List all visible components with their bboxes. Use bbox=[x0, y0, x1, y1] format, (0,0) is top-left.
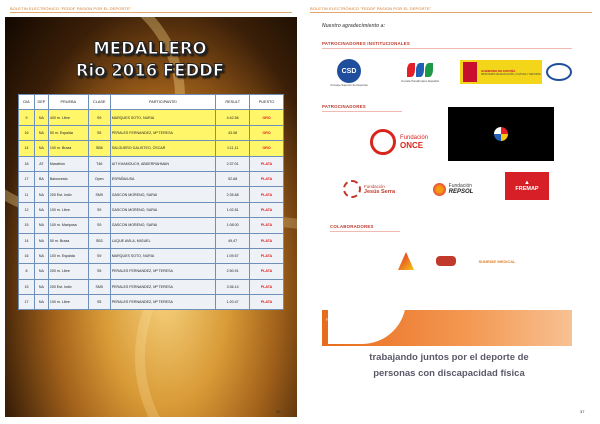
table-cell-clase: S5 bbox=[88, 125, 110, 140]
table-cell-result: 1:08.00 bbox=[216, 218, 250, 233]
table-cell-prueba: 100 m. Libre bbox=[48, 295, 88, 310]
table-cell-dep: NA bbox=[34, 110, 48, 125]
thanks-title: Nuestro agradecimiento a: bbox=[322, 23, 386, 29]
table-cell-result: 2:50.91 bbox=[216, 264, 250, 279]
federation-emblem-icon bbox=[546, 63, 572, 81]
collaborator-logo-1 bbox=[396, 250, 416, 272]
table-cell-participante: ESPAÑA/USA bbox=[110, 171, 216, 186]
title-line-2: Rio 2016 FEDDF bbox=[75, 61, 225, 80]
section-title-institutional: PATROCINADORES INSTITUCIONALES bbox=[322, 41, 411, 46]
table-cell-dep: NA bbox=[34, 202, 48, 217]
table-cell-result: 1:02.81 bbox=[216, 202, 250, 217]
gobierno-espana-logo: GOBIERNO DE ESPAÑA MINISTERIO DE EDUCACIÓN, CULTURA Y DEPORTE bbox=[460, 60, 542, 84]
table-cell-clase: S5 bbox=[88, 264, 110, 279]
sunrise-medical-logo: SUNRISE MEDICAL bbox=[478, 258, 516, 264]
table-cell-prueba: 50 m. Espalda bbox=[48, 125, 88, 140]
table-cell-puesto: PLATA bbox=[250, 233, 284, 248]
table-cell-result: 1:20.47 bbox=[216, 295, 250, 310]
table-cell-dep: AT bbox=[34, 156, 48, 171]
table-cell-participante: PERALES FERNANDEZ, Mª TERESA bbox=[110, 125, 216, 140]
federation-logo bbox=[546, 62, 572, 82]
title-line-1: MEDALLERO bbox=[93, 39, 207, 58]
table-cell-prueba: 400 m. Libre bbox=[48, 110, 88, 125]
table-cell-puesto: ORO bbox=[250, 110, 284, 125]
table-cell-participante: PERALES FERNANDEZ, Mª TERESA bbox=[110, 279, 216, 294]
column-header: RESULT bbox=[216, 95, 250, 110]
slogan-line-2: personas con discapacidad física bbox=[373, 368, 525, 379]
table-row bbox=[19, 279, 284, 294]
fundacion-repsol-logo: Fundación REPSOL bbox=[418, 175, 488, 203]
fundacion-once-logo: Fundación ONCE bbox=[358, 127, 440, 157]
column-header: PARTICIPANTE/ bbox=[110, 95, 216, 110]
table-cell-dia: 9 bbox=[19, 110, 35, 125]
table-row bbox=[19, 125, 284, 140]
table-cell-participante: PERALES FERNANDEZ, Mª TERESA bbox=[110, 264, 216, 279]
right-page bbox=[300, 0, 600, 424]
table-cell-participante: PERALES FERNANDEZ, Mª TERESA bbox=[110, 295, 216, 310]
jesus-serra-emblem-icon bbox=[343, 180, 361, 198]
table-cell-prueba: Marathón bbox=[48, 156, 88, 171]
table-cell-puesto: PLATA bbox=[250, 218, 284, 233]
table-cell-puesto: PLATA bbox=[250, 264, 284, 279]
laliga-emblem-icon bbox=[494, 127, 508, 141]
table-cell-participante: SALGUERO GALISTEO, ÓSCAR bbox=[110, 141, 216, 156]
table-cell-result: 2:37:01 bbox=[216, 156, 250, 171]
table-cell-puesto: PLATA bbox=[250, 156, 284, 171]
table-row bbox=[19, 202, 284, 217]
table-cell-clase: T46 bbox=[88, 156, 110, 171]
table-cell-dep: NA bbox=[34, 264, 48, 279]
table-cell-dia: 18 bbox=[19, 156, 35, 171]
coat-of-arms-icon bbox=[463, 62, 477, 82]
table-cell-clase: S5 bbox=[88, 295, 110, 310]
table-cell-dep: NA bbox=[34, 248, 48, 263]
table-cell-dia: 8 bbox=[19, 264, 35, 279]
table-cell-dep: NA bbox=[34, 218, 48, 233]
table-cell-dia: 15 bbox=[19, 279, 35, 294]
laliga-logo bbox=[448, 107, 554, 161]
table-cell-participante: GASCON MORENO, SARAI bbox=[110, 218, 216, 233]
table-cell-participante: GASCON MORENO, SARAI bbox=[110, 202, 216, 217]
section-divider bbox=[322, 111, 402, 112]
header-divider bbox=[10, 12, 292, 13]
table-cell-prueba: 100 m. Espalda bbox=[48, 248, 88, 263]
table-cell-dep: NA bbox=[34, 125, 48, 140]
table-cell-prueba: 200 m. Libre bbox=[48, 264, 88, 279]
table-row bbox=[19, 295, 284, 310]
table-row bbox=[19, 248, 284, 263]
table-row bbox=[19, 171, 284, 186]
table-cell-result: 3:36.14 bbox=[216, 279, 250, 294]
banner-text: FEDDF · PASION POR EL DEPORTE bbox=[326, 318, 380, 322]
column-header: DEP bbox=[34, 95, 48, 110]
table-cell-dep: NA bbox=[34, 233, 48, 248]
table-cell-dia: 17 bbox=[19, 171, 35, 186]
table-cell-puesto: ORO bbox=[250, 125, 284, 140]
header-divider bbox=[310, 12, 592, 13]
table-cell-prueba: 200 Est. Indiv bbox=[48, 279, 88, 294]
csd-logo: CSD Consejo Superior de Deportes bbox=[326, 56, 372, 90]
table-cell-result: 1:09.57 bbox=[216, 248, 250, 263]
table-cell-result: 49,47 bbox=[216, 233, 250, 248]
column-header: CLASE bbox=[88, 95, 110, 110]
medal-table-title bbox=[70, 38, 230, 82]
table-row bbox=[19, 264, 284, 279]
section-title-sponsors: PATROCINADORES bbox=[322, 104, 366, 109]
table-cell-result: 43.08 bbox=[216, 125, 250, 140]
table-cell-dia: 16 bbox=[19, 248, 35, 263]
page-header: BOLETIN ELECTRÓNICO "FEDDF PASION POR EL DEPORTE" bbox=[310, 6, 432, 11]
table-cell-puesto: PLATA bbox=[250, 202, 284, 217]
table-cell-dia: 16 bbox=[19, 125, 35, 140]
table-cell-clase: Open bbox=[88, 171, 110, 186]
table-cell-dep: NA bbox=[34, 279, 48, 294]
column-header: DIA bbox=[19, 95, 35, 110]
column-header: PUESTO bbox=[250, 95, 284, 110]
table-cell-prueba: Baloncesto bbox=[48, 171, 88, 186]
column-header: PRUEBA bbox=[48, 95, 88, 110]
table-cell-puesto: PLATA bbox=[250, 171, 284, 186]
table-cell-participante: GASCON MORENO, SARAI bbox=[110, 187, 216, 202]
table-cell-prueba: 50 m. Braza bbox=[48, 233, 88, 248]
table-cell-dia: 14 bbox=[19, 141, 35, 156]
fremap-emblem-icon: ▲ bbox=[524, 180, 530, 186]
table-cell-clase: S9 bbox=[88, 248, 110, 263]
paralympic-committee-logo: Comité Paralímpico Español bbox=[390, 56, 450, 90]
table-header-row bbox=[19, 95, 284, 110]
table-cell-puesto: PLATA bbox=[250, 187, 284, 202]
table-cell-dep: NA bbox=[34, 141, 48, 156]
table-row bbox=[19, 156, 284, 171]
table-cell-clase: SB3 bbox=[88, 233, 110, 248]
table-row bbox=[19, 218, 284, 233]
once-circle-icon bbox=[370, 129, 396, 155]
table-cell-result: 4:42.56 bbox=[216, 110, 250, 125]
table-cell-dep: BA bbox=[34, 171, 48, 186]
section-divider bbox=[330, 231, 400, 232]
page-number: 36 bbox=[276, 409, 281, 414]
table-cell-puesto: ORO bbox=[250, 141, 284, 156]
table-cell-dep: NA bbox=[34, 295, 48, 310]
table-cell-prueba: 100 m. Braza bbox=[48, 141, 88, 156]
table-cell-result: 52-68 bbox=[216, 171, 250, 186]
table-row bbox=[19, 141, 284, 156]
table-cell-participante: MARQUES SOTO, NURIA bbox=[110, 248, 216, 263]
table-cell-clase: S9 bbox=[88, 218, 110, 233]
table-cell-participante: LUQUE AVILA, MIGUEL bbox=[110, 233, 216, 248]
section-divider bbox=[322, 48, 572, 49]
slogan-line-1: trabajando juntos por el deporte de bbox=[369, 352, 529, 363]
table-cell-result: 2:35.68 bbox=[216, 187, 250, 202]
fundacion-jesus-serra-logo: Fundación Jesús Serra bbox=[332, 175, 406, 203]
table-cell-clase: SM9 bbox=[88, 187, 110, 202]
table-cell-prueba: 200 Est. Indiv bbox=[48, 187, 88, 202]
table-cell-dep: NA bbox=[34, 187, 48, 202]
table-cell-dia: 12 bbox=[19, 202, 35, 217]
table-row bbox=[19, 110, 284, 125]
collaborator-emblem-icon bbox=[398, 252, 414, 270]
table-row bbox=[19, 187, 284, 202]
table-cell-prueba: 100 m. Mariposa bbox=[48, 218, 88, 233]
table-cell-prueba: 100 m. Libre bbox=[48, 202, 88, 217]
table-cell-dia: 11 bbox=[19, 187, 35, 202]
collaborator-emblem-icon bbox=[436, 256, 456, 266]
collaborator-logo-2 bbox=[434, 252, 458, 270]
table-cell-clase: SB8 bbox=[88, 141, 110, 156]
section-title-collaborators: COLABORADORES bbox=[330, 224, 374, 229]
fremap-logo: ▲ FREMAP bbox=[505, 172, 549, 200]
table-cell-clase: S9 bbox=[88, 110, 110, 125]
table-cell-participante: AIT KHAMOUCH, ABDERRAHMAN bbox=[110, 156, 216, 171]
table-cell-dia: 15 bbox=[19, 218, 35, 233]
page-number: 37 bbox=[580, 409, 585, 414]
repsol-emblem-icon bbox=[433, 183, 446, 196]
table-row bbox=[19, 233, 284, 248]
table-cell-clase: SM5 bbox=[88, 279, 110, 294]
medal-table bbox=[18, 94, 284, 310]
table-cell-clase: S9 bbox=[88, 202, 110, 217]
table-cell-dia: 14 bbox=[19, 233, 35, 248]
table-cell-puesto: PLATA bbox=[250, 248, 284, 263]
table-cell-participante: MARQUES SOTO, NURIA bbox=[110, 110, 216, 125]
page-header: BOLETIN ELECTRÓNICO "FEDDF PASION POR EL DEPORTE" bbox=[10, 6, 132, 11]
table-cell-puesto: PLATA bbox=[250, 295, 284, 310]
table-cell-dia: 17 bbox=[19, 295, 35, 310]
table-cell-result: 1:11,11 bbox=[216, 141, 250, 156]
table-cell-puesto: PLATA bbox=[250, 279, 284, 294]
agitos-icon bbox=[407, 63, 433, 77]
